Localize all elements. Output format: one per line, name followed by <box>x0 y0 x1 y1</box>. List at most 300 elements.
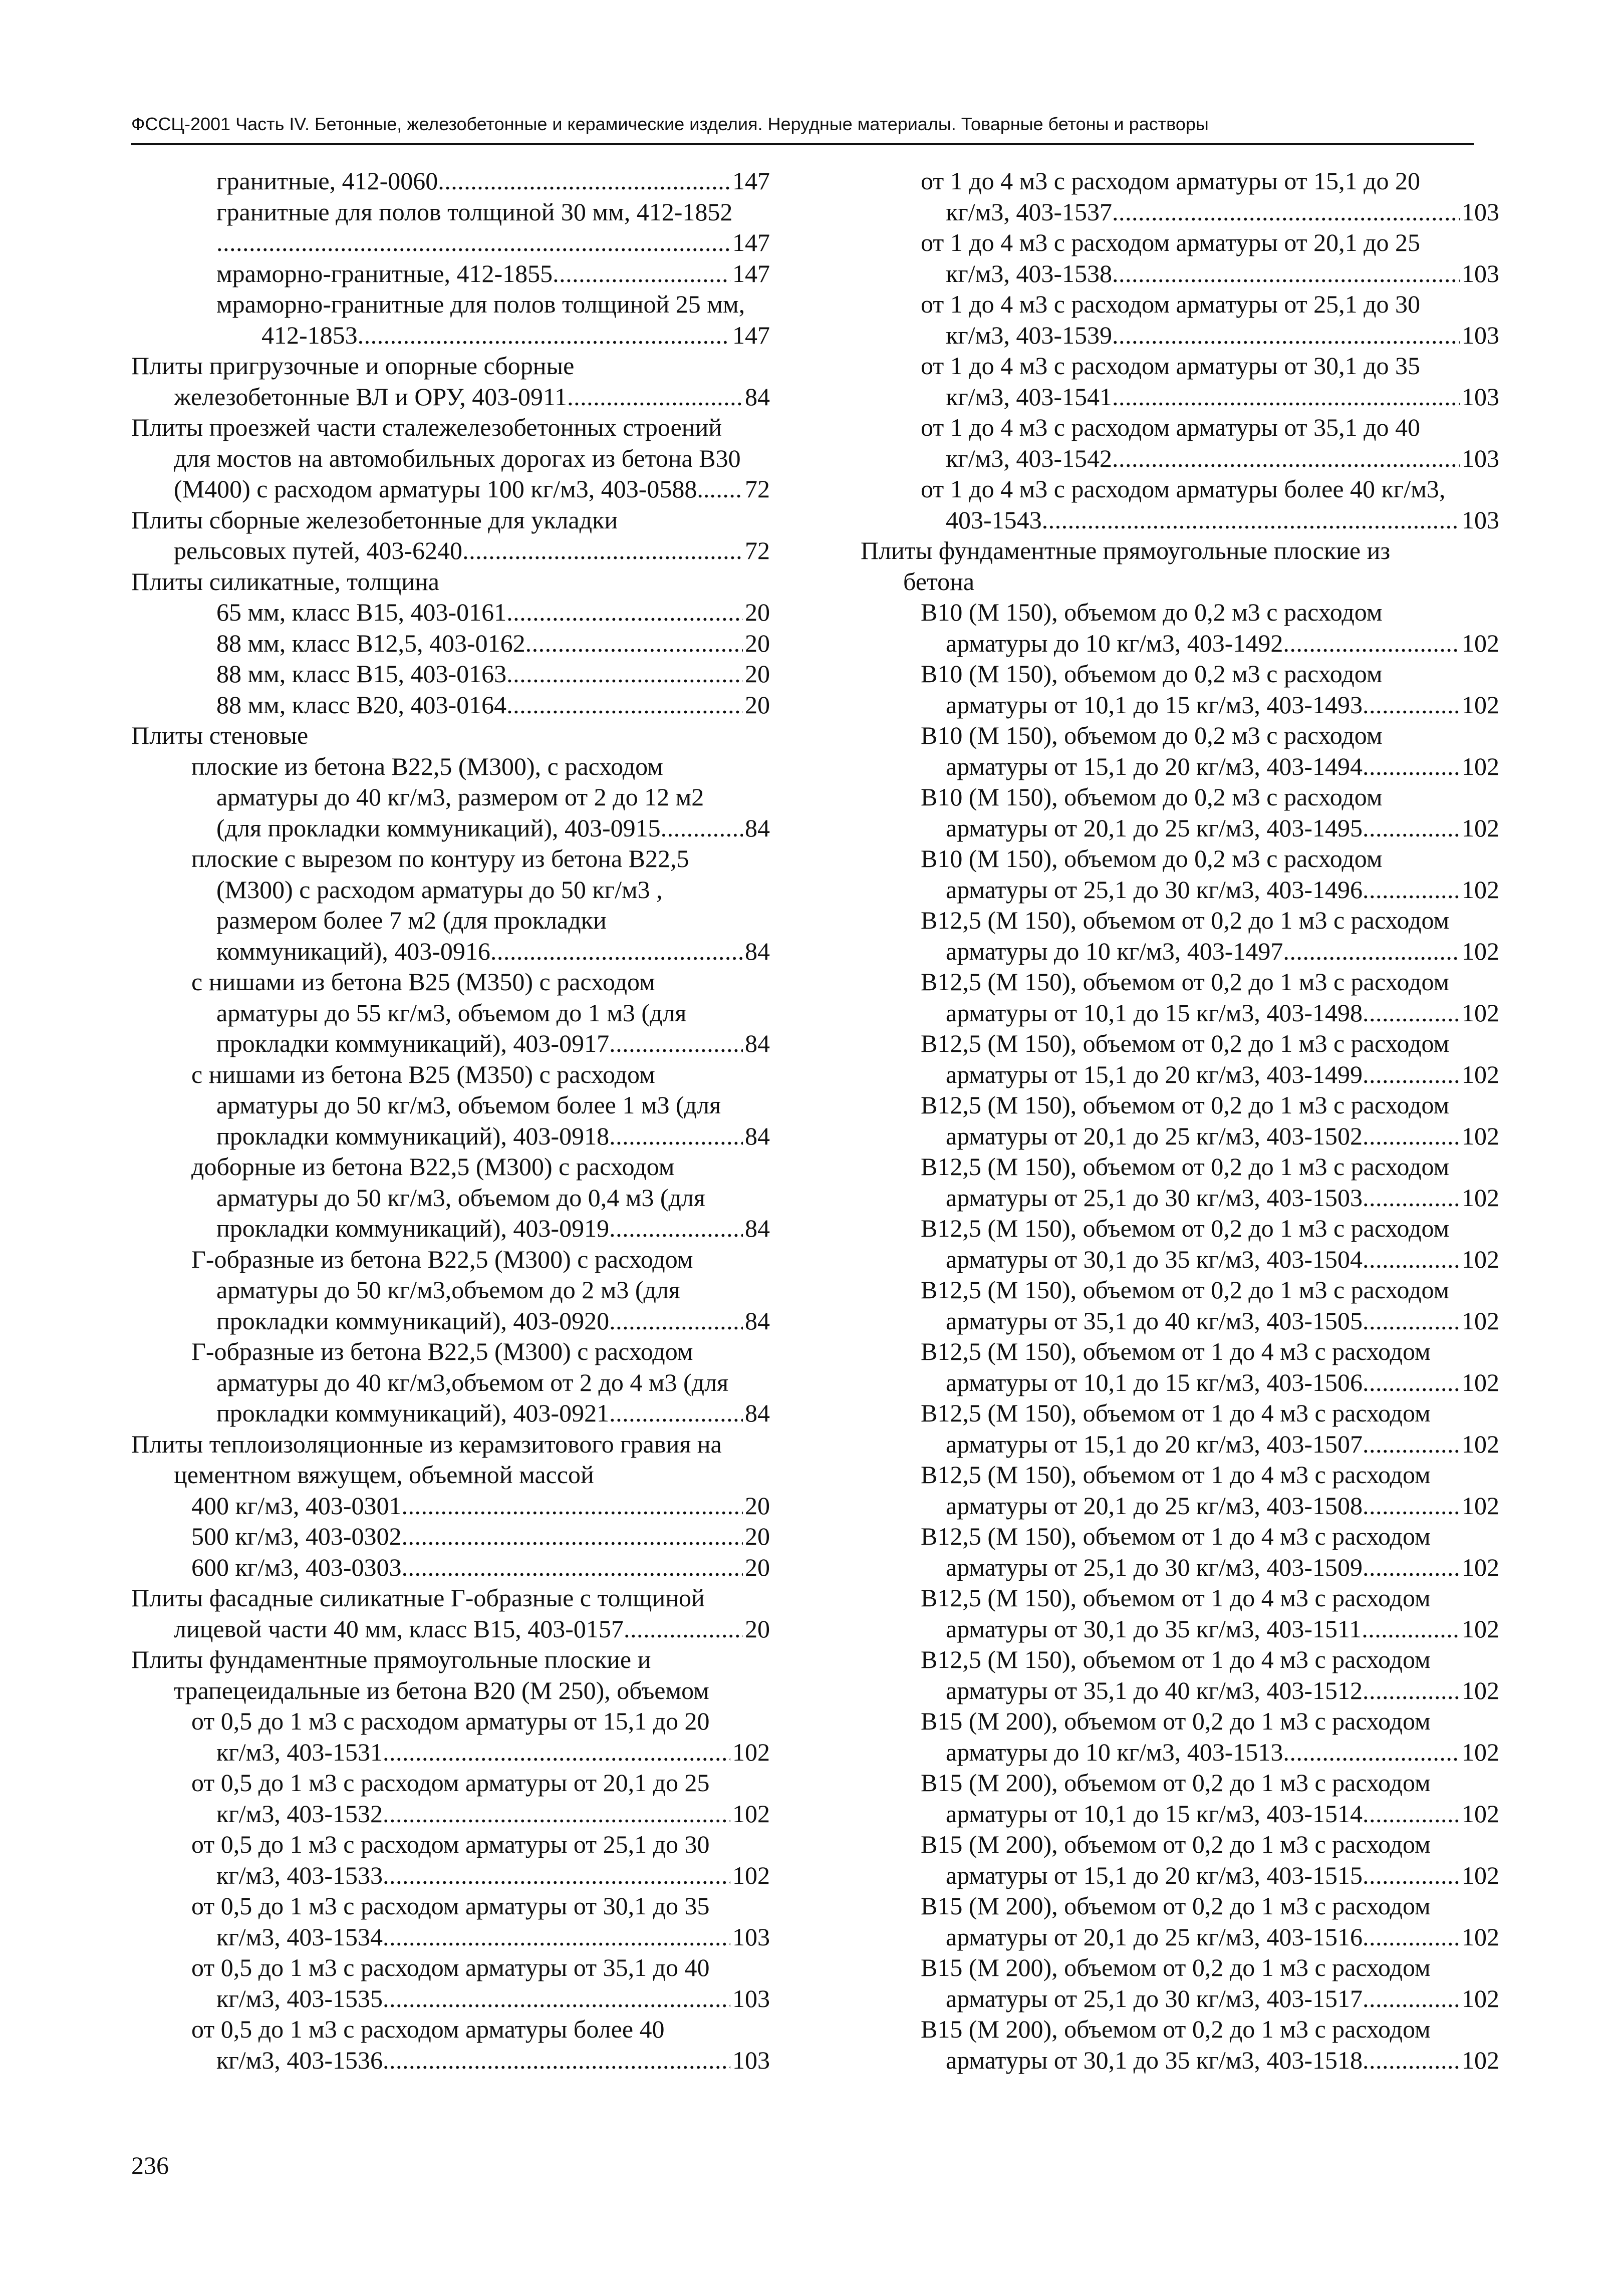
dot-leader <box>1363 1367 1460 1398</box>
entry-text: мраморно-гранитные, 412-1855 <box>216 259 553 288</box>
entry-text: Г-образные из бетона В22,5 (М300) с расходом <box>191 1337 693 1365</box>
index-entry-line <box>861 566 1499 598</box>
entry-text: кг/м3, 403-1535 <box>216 1984 383 2013</box>
dot-leader <box>383 1983 730 2015</box>
index-entry-line <box>861 320 1499 351</box>
dot-leader <box>1112 320 1460 351</box>
index-entry-line <box>131 1090 770 1121</box>
index-entry-line <box>861 258 1499 290</box>
dot-leader <box>1363 1922 1460 1953</box>
entry-text: от 0,5 до 1 м3 с расходом арматуры от 35,1 до 40 <box>191 1953 710 1981</box>
index-entry-line <box>131 1891 770 1922</box>
entry-text: 600 кг/м3, 403-0303 <box>191 1553 402 1581</box>
index-entry-line <box>861 1460 1499 1491</box>
index-entry-line <box>131 1768 770 1799</box>
entry-text: с нишами из бетона В25 (М350) с расходом <box>191 968 655 996</box>
entry-text: Г-образные из бетона В22,5 (М300) с расходом <box>191 1245 693 1273</box>
index-entry-line <box>131 443 770 474</box>
dot-leader <box>1363 2045 1460 2076</box>
entry-text: кг/м3, 403-1536 <box>216 2046 383 2074</box>
index-entry-line <box>861 597 1499 628</box>
entry-page-number: 102 <box>1462 1614 1499 1643</box>
entry-text: для мостов на автомобильных дорогах из бетона В30 <box>174 444 741 472</box>
dot-leader <box>1363 1983 1460 2015</box>
entry-text: Плиты фундаментные прямоугольные плоские из <box>861 536 1391 564</box>
index-entry-line <box>131 351 770 382</box>
entry-text: мраморно-гранитные для полов толщиной 25 мм, <box>216 290 745 318</box>
entry-page-number: 103 <box>732 1984 770 2013</box>
index-entry-line <box>861 1860 1499 1891</box>
dot-leader <box>1363 1183 1460 1214</box>
entry-text: В12,5 (М 150), объемом от 0,2 до 1 м3 с расходом <box>921 906 1450 934</box>
entry-page-number: 20 <box>745 629 770 657</box>
dot-leader <box>383 1799 730 1830</box>
index-entry-line <box>861 1121 1499 1152</box>
entry-text: арматуры от 25,1 до 30 кг/м3, 403-1503 <box>946 1183 1363 1212</box>
page-number: 236 <box>131 2151 169 2179</box>
index-entry-line <box>861 843 1499 875</box>
entry-text: от 0,5 до 1 м3 с расходом арматуры более 40 <box>191 2015 665 2043</box>
entry-text: арматуры до 10 кг/м3, 403-1513 <box>946 1738 1283 1766</box>
index-entry-line <box>131 782 770 813</box>
entry-text: от 0,5 до 1 м3 с расходом арматуры от 25,1 до 30 <box>191 1830 710 1858</box>
index-entry-line <box>861 690 1499 721</box>
index-entry-line <box>131 1244 770 1275</box>
entry-page-number: 103 <box>732 2046 770 2074</box>
entry-text: В12,5 (М 150), объемом от 0,2 до 1 м3 с расходом <box>921 1153 1450 1181</box>
index-entry-line <box>861 1336 1499 1367</box>
entry-text: кг/м3, 403-1532 <box>216 1799 383 1828</box>
entry-text: 88 мм, класс В12,5, 403-0162 <box>216 629 525 657</box>
index-entry-line <box>861 1644 1499 1675</box>
entry-page-number: 20 <box>745 1553 770 1581</box>
index-entry-line <box>131 751 770 782</box>
entry-page-number: 147 <box>732 228 770 256</box>
index-entry-line <box>131 1398 770 1429</box>
index-entry-line <box>861 905 1499 936</box>
index-entry-line <box>131 1614 770 1645</box>
entry-text: В15 (М 200), объемом от 0,2 до 1 м3 с расходом <box>921 1892 1431 1920</box>
index-entry-line <box>861 1306 1499 1337</box>
index-entry-line <box>131 1644 770 1675</box>
index-entry-line <box>861 1152 1499 1183</box>
entry-page-number: 103 <box>1462 382 1499 411</box>
entry-text: кг/м3, 403-1531 <box>216 1738 383 1766</box>
index-entry-line <box>861 1583 1499 1614</box>
index-entry-line <box>131 1152 770 1183</box>
entry-text: бетона <box>903 567 975 596</box>
dot-leader <box>1283 936 1460 967</box>
index-entry-line <box>861 1799 1499 1830</box>
index-entry-line <box>131 1429 770 1460</box>
index-entry-line <box>861 1552 1499 1583</box>
index-entry-line <box>131 1059 770 1090</box>
index-entry-line <box>131 905 770 936</box>
index-entry-line <box>861 1090 1499 1121</box>
entry-page-number: 147 <box>732 321 770 349</box>
index-entry-line <box>131 813 770 844</box>
entry-text: прокладки коммуникаций), 403-0920 <box>216 1306 610 1335</box>
entry-text: арматуры от 10,1 до 15 кг/м3, 403-1493 <box>946 690 1363 719</box>
entry-text: В12,5 (М 150), объемом от 0,2 до 1 м3 с расходом <box>921 1214 1450 1242</box>
entry-text: В10 (М 150), объемом до 0,2 м3 с расходом <box>921 844 1383 873</box>
entry-text: В12,5 (М 150), объемом от 1 до 4 м3 с расходом <box>921 1522 1431 1550</box>
index-entry-line <box>131 1521 770 1552</box>
entry-page-number: 102 <box>1462 1121 1499 1150</box>
dot-leader <box>1362 1614 1460 1645</box>
entry-text: 412-1853 <box>261 321 358 349</box>
index-entry-line <box>861 1183 1499 1214</box>
index-entry-line <box>861 505 1499 536</box>
entry-page-number: 103 <box>1462 505 1499 534</box>
index-entry-line <box>861 1213 1499 1244</box>
entry-page-number: 103 <box>1462 321 1499 349</box>
index-entry-line <box>861 875 1499 906</box>
entry-text: В15 (М 200), объемом от 0,2 до 1 м3 с расходом <box>921 2015 1431 2043</box>
entry-page-number: 102 <box>1462 1676 1499 1704</box>
entry-text: от 0,5 до 1 м3 с расходом арматуры от 15,1 до 20 <box>191 1707 710 1735</box>
entry-text: кг/м3, 403-1537 <box>946 197 1112 226</box>
entry-page-number: 20 <box>745 1491 770 1520</box>
index-entry-line <box>861 936 1499 967</box>
entry-text: В12,5 (М 150), объемом от 0,2 до 1 м3 с расходом <box>921 1276 1450 1304</box>
entry-page-number: 102 <box>1462 1553 1499 1581</box>
entry-page-number: 20 <box>745 1522 770 1550</box>
entry-text: арматуры от 20,1 до 25 кг/м3, 403-1516 <box>946 1922 1363 1951</box>
dot-leader <box>1112 443 1460 474</box>
index-entry-line <box>131 382 770 413</box>
index-entry-line <box>131 1213 770 1244</box>
dot-leader <box>609 1306 743 1337</box>
entry-text: арматуры от 10,1 до 15 кг/м3, 403-1498 <box>946 998 1363 1027</box>
index-entry-line <box>131 566 770 598</box>
index-entry-line <box>131 412 770 443</box>
entry-page-number: 147 <box>732 259 770 288</box>
index-entry-line <box>861 720 1499 751</box>
index-entry-line <box>131 659 770 690</box>
index-entry-line <box>131 227 770 258</box>
dot-leader <box>1283 628 1460 659</box>
index-entry-line <box>131 597 770 628</box>
entry-text: от 1 до 4 м3 с расходом арматуры от 15,1 до 20 <box>921 167 1421 195</box>
entry-page-number: 84 <box>745 813 770 842</box>
dot-leader <box>1363 1306 1460 1337</box>
entry-page-number: 84 <box>745 1029 770 1057</box>
index-entry-line <box>131 1028 770 1059</box>
entry-text: 65 мм, класс В15, 403-0161 <box>216 598 507 626</box>
index-entry-line <box>131 505 770 536</box>
entry-page-number: 102 <box>1462 1368 1499 1396</box>
dot-leader <box>1363 1860 1460 1891</box>
entry-text: В12,5 (М 150), объемом от 1 до 4 м3 с расходом <box>921 1399 1431 1427</box>
header-rule <box>131 143 1474 145</box>
entry-text: Плиты фундаментные прямоугольные плоские и <box>131 1645 651 1673</box>
index-entry-line <box>861 1891 1499 1922</box>
index-entry-line <box>861 443 1499 474</box>
entry-page-number: 84 <box>745 1399 770 1427</box>
dot-leader <box>1283 1737 1460 1768</box>
index-entry-line <box>131 320 770 351</box>
entry-text: размером более 7 м2 (для прокладки <box>216 906 607 934</box>
entry-text: В15 (М 200), объемом от 0,2 до 1 м3 с расходом <box>921 1953 1431 1981</box>
entry-page-number: 102 <box>1462 1060 1499 1088</box>
dot-leader <box>709 474 743 505</box>
dot-leader <box>1363 1552 1460 1583</box>
entry-text: В12,5 (М 150), объемом от 1 до 4 м3 с расходом <box>921 1337 1431 1365</box>
entry-text: В15 (М 200), объемом от 0,2 до 1 м3 с расходом <box>921 1830 1431 1858</box>
entry-text: арматуры до 55 кг/м3, объемом до 1 м3 (для <box>216 998 687 1027</box>
entry-text: доборные из бетона В22,5 (М300) с расходом <box>191 1153 675 1181</box>
entry-text: арматуры от 25,1 до 30 кг/м3, 403-1496 <box>946 875 1363 904</box>
entry-page-number: 102 <box>1462 1429 1499 1458</box>
index-entry-line <box>131 1491 770 1522</box>
entry-text: В10 (М 150), объемом до 0,2 м3 с расходом <box>921 660 1383 688</box>
index-entry-line <box>861 1398 1499 1429</box>
entry-text: В12,5 (М 150), объемом от 0,2 до 1 м3 с расходом <box>921 968 1450 996</box>
index-entry-line <box>861 967 1499 998</box>
index-entry-line <box>861 1275 1499 1306</box>
entry-text: цементном вяжущем, объемной массой <box>174 1461 594 1489</box>
entry-text: железобетонные ВЛ и ОРУ, 403-0911 <box>174 382 568 411</box>
index-entry-line <box>131 474 770 505</box>
dot-leader <box>401 1552 743 1583</box>
index-entry-line <box>131 936 770 967</box>
index-entry-line <box>131 1799 770 1830</box>
dot-leader <box>661 813 743 844</box>
entry-text: кг/м3, 403-1538 <box>946 259 1112 288</box>
entry-text: арматуры до 10 кг/м3, 403-1497 <box>946 937 1283 965</box>
entry-text: кг/м3, 403-1539 <box>946 321 1112 349</box>
dot-leader <box>624 1614 743 1645</box>
index-entry-line <box>131 690 770 721</box>
entry-page-number: 102 <box>1462 937 1499 965</box>
entry-page-number: 102 <box>1462 1738 1499 1766</box>
index-entry-line <box>131 875 770 906</box>
dot-leader <box>383 1922 730 1953</box>
entry-text: арматуры от 15,1 до 20 кг/м3, 403-1507 <box>946 1429 1363 1458</box>
index-entry-line <box>861 382 1499 413</box>
index-entry-line <box>131 967 770 998</box>
entry-page-number: 72 <box>745 475 770 503</box>
entry-text: арматуры от 30,1 до 35 кг/м3, 403-1518 <box>946 2046 1363 2074</box>
index-entry-line <box>861 1737 1499 1768</box>
entry-text: В15 (М 200), объемом от 0,2 до 1 м3 с расходом <box>921 1707 1431 1735</box>
entry-text: Плиты силикатные, толщина <box>131 567 439 596</box>
dot-leader <box>1363 875 1460 906</box>
entry-text: Плиты фасадные силикатные Г-образные с толщиной <box>131 1584 705 1612</box>
dot-leader <box>383 2045 730 2076</box>
entry-page-number: 102 <box>1462 1984 1499 2013</box>
index-entry-line <box>131 628 770 659</box>
index-entry-line <box>131 1860 770 1891</box>
index-entry-line <box>131 166 770 197</box>
index-entry-line <box>861 1922 1499 1953</box>
entry-text: лицевой части 40 мм, класс В15, 403-0157 <box>174 1614 624 1643</box>
entry-page-number: 102 <box>1462 752 1499 780</box>
running-header: ФССЦ-2001 Часть IV. Бетонные, железобетонные и керамические изделия. Нерудные материалы. Товарные бетоны и растворы <box>131 114 1209 134</box>
entry-page-number: 20 <box>745 690 770 719</box>
index-entry-line <box>131 1737 770 1768</box>
index-entry-line <box>131 843 770 875</box>
entry-text: коммуникаций), 403-0916 <box>216 937 490 965</box>
index-entry-line <box>861 813 1499 844</box>
entry-text: В10 (М 150), объемом до 0,2 м3 с расходом <box>921 598 1383 626</box>
index-entry-line <box>861 1614 1499 1645</box>
entry-text: арматуры до 50 кг/м3, объемом более 1 м3 (для <box>216 1091 721 1119</box>
index-column-left <box>131 166 770 2076</box>
entry-text: арматуры от 20,1 до 25 кг/м3, 403-1508 <box>946 1491 1363 1520</box>
entry-text: арматуры от 25,1 до 30 кг/м3, 403-1509 <box>946 1553 1363 1581</box>
index-entry-line <box>861 1675 1499 1706</box>
entry-text: кг/м3, 403-1533 <box>216 1861 383 1889</box>
index-entry-line <box>131 1583 770 1614</box>
entry-page-number: 20 <box>745 1614 770 1643</box>
entry-text: гранитные для полов толщиной 30 мм, 412-1852 <box>216 197 733 226</box>
dot-leader <box>1112 382 1460 413</box>
entry-text: 500 кг/м3, 403-0302 <box>191 1522 402 1550</box>
entry-text: трапецеидальные из бетона В20 (М 250), объемом <box>174 1676 709 1704</box>
entry-text: В10 (М 150), объемом до 0,2 м3 с расходом <box>921 783 1383 811</box>
index-entry-line <box>861 998 1499 1029</box>
entry-page-number: 102 <box>1462 1491 1499 1520</box>
index-entry-line <box>861 628 1499 659</box>
entry-page-number: 84 <box>745 1214 770 1242</box>
entry-text: арматуры до 10 кг/м3, 403-1492 <box>946 629 1283 657</box>
entry-text: 88 мм, класс В15, 403-0163 <box>216 660 507 688</box>
entry-text: с нишами из бетона В25 (М350) с расходом <box>191 1060 655 1088</box>
entry-text: от 0,5 до 1 м3 с расходом арматуры от 30,1 до 35 <box>191 1892 710 1920</box>
dot-leader <box>401 1491 743 1522</box>
entry-text: В12,5 (М 150), объемом от 0,2 до 1 м3 с расходом <box>921 1091 1450 1119</box>
entry-text: Плиты пригрузочные и опорные сборные <box>131 352 575 380</box>
entry-text: В10 (М 150), объемом до 0,2 м3 с расходом <box>921 721 1383 749</box>
entry-text: (М400) с расходом арматуры 100 кг/м3, 403-0588.. <box>174 475 710 503</box>
index-entry-line <box>861 1028 1499 1059</box>
entry-text: (для прокладки коммуникаций), 403-0915 <box>216 813 661 842</box>
index-entry-line <box>131 1275 770 1306</box>
entry-text: от 1 до 4 м3 с расходом арматуры от 35,1 до 40 <box>921 413 1421 441</box>
entry-page-number: 20 <box>745 598 770 626</box>
index-entry-line <box>131 720 770 751</box>
index-entry-line <box>131 535 770 566</box>
index-entry-line <box>131 197 770 228</box>
index-entry-line <box>131 1675 770 1706</box>
dot-leader <box>609 1121 743 1152</box>
entry-text: В12,5 (М 150), объемом от 1 до 4 м3 с расходом <box>921 1645 1431 1673</box>
entry-text: от 1 до 4 м3 с расходом арматуры от 25,1 до 30 <box>921 290 1421 318</box>
index-entry-line <box>131 1183 770 1214</box>
entry-text: 88 мм, класс В20, 403-0164 <box>216 690 507 719</box>
entry-page-number: 147 <box>732 167 770 195</box>
entry-page-number: 102 <box>1462 1306 1499 1335</box>
entry-page-number: 102 <box>1462 629 1499 657</box>
entry-page-number: 84 <box>745 1121 770 1150</box>
dot-leader <box>609 1213 743 1244</box>
entry-text: плоские из бетона В22,5 (М300), с расходом <box>191 752 663 780</box>
dot-leader <box>553 258 730 290</box>
dot-leader <box>1363 1799 1460 1830</box>
index-entry-line <box>861 535 1499 566</box>
entry-page-number: 20 <box>745 660 770 688</box>
dot-leader <box>358 320 730 351</box>
dot-leader <box>506 659 743 690</box>
entry-page-number: 102 <box>1462 813 1499 842</box>
index-entry-line <box>861 289 1499 320</box>
entry-page-number: 102 <box>1462 1183 1499 1212</box>
entry-page-number: 102 <box>1462 690 1499 719</box>
index-entry-line <box>131 2045 770 2076</box>
entry-page-number: 103 <box>1462 197 1499 226</box>
index-entry-line <box>861 227 1499 258</box>
index-entry-line <box>861 412 1499 443</box>
entry-page-number: 102 <box>1462 1861 1499 1889</box>
dot-leader <box>1363 1675 1460 1706</box>
entry-text: арматуры от 15,1 до 20 кг/м3, 403-1499 <box>946 1060 1363 1088</box>
index-entry-line <box>861 1429 1499 1460</box>
dot-leader <box>383 1737 730 1768</box>
entry-text: В15 (М 200), объемом от 0,2 до 1 м3 с расходом <box>921 1769 1431 1797</box>
index-entry-line <box>861 782 1499 813</box>
index-entry-line <box>861 1059 1499 1090</box>
entry-text: арматуры от 15,1 до 20 кг/м3, 403-1494 <box>946 752 1363 780</box>
dot-leader <box>1363 1121 1460 1152</box>
index-entry-line <box>861 1983 1499 2015</box>
entry-page-number: 84 <box>745 937 770 965</box>
index-entry-line <box>861 166 1499 197</box>
dot-leader <box>1363 998 1460 1029</box>
index-entry-line <box>861 659 1499 690</box>
index-entry-line <box>131 258 770 290</box>
entry-text: арматуры от 20,1 до 25 кг/м3, 403-1495 <box>946 813 1363 842</box>
dot-leader <box>1112 197 1460 228</box>
dot-leader <box>1363 751 1460 782</box>
entry-page-number: 102 <box>1462 875 1499 904</box>
dot-leader <box>1112 258 1460 290</box>
dot-leader <box>1363 1429 1460 1460</box>
index-entry-line <box>861 1521 1499 1552</box>
entry-page-number: 102 <box>732 1738 770 1766</box>
entry-text: Плиты стеновые <box>131 721 309 749</box>
index-entry-line <box>131 1706 770 1737</box>
entry-text: от 1 до 4 м3 с расходом арматуры от 30,1 до 35 <box>921 352 1421 380</box>
index-entry-line <box>861 474 1499 505</box>
entry-text: арматуры от 30,1 до 35 кг/м3, 403-1511 <box>946 1614 1362 1643</box>
entry-text: кг/м3, 403-1542 <box>946 444 1112 472</box>
entry-text: В12,5 (М 150), объемом от 1 до 4 м3 с расходом <box>921 1461 1431 1489</box>
dot-leader <box>609 1028 743 1059</box>
entry-text: прокладки коммуникаций), 403-0918 <box>216 1121 610 1150</box>
entry-text: гранитные, 412-0060 <box>216 167 438 195</box>
index-entry-line <box>131 1306 770 1337</box>
entry-text: В12,5 (М 150), объемом от 0,2 до 1 м3 с расходом <box>921 1029 1450 1057</box>
index-entry-line <box>861 1367 1499 1398</box>
dot-leader <box>401 1521 743 1552</box>
dot-leader <box>609 1398 743 1429</box>
entry-text: от 1 до 4 м3 с расходом арматуры от 20,1 до 25 <box>921 228 1421 256</box>
entry-page-number: 102 <box>1462 2046 1499 2074</box>
index-entry-line <box>131 289 770 320</box>
index-entry-line <box>131 1922 770 1953</box>
dot-leader <box>216 227 730 258</box>
entry-text: Плиты теплоизоляционные из керамзитового гравия на <box>131 1429 722 1458</box>
index-entry-line <box>131 1336 770 1367</box>
entry-page-number: 103 <box>1462 444 1499 472</box>
entry-text: кг/м3, 403-1541 <box>946 382 1112 411</box>
entry-page-number: 103 <box>732 1922 770 1951</box>
entry-page-number: 102 <box>1462 1799 1499 1828</box>
index-entry-line <box>861 1829 1499 1860</box>
entry-page-number: 102 <box>1462 1245 1499 1273</box>
